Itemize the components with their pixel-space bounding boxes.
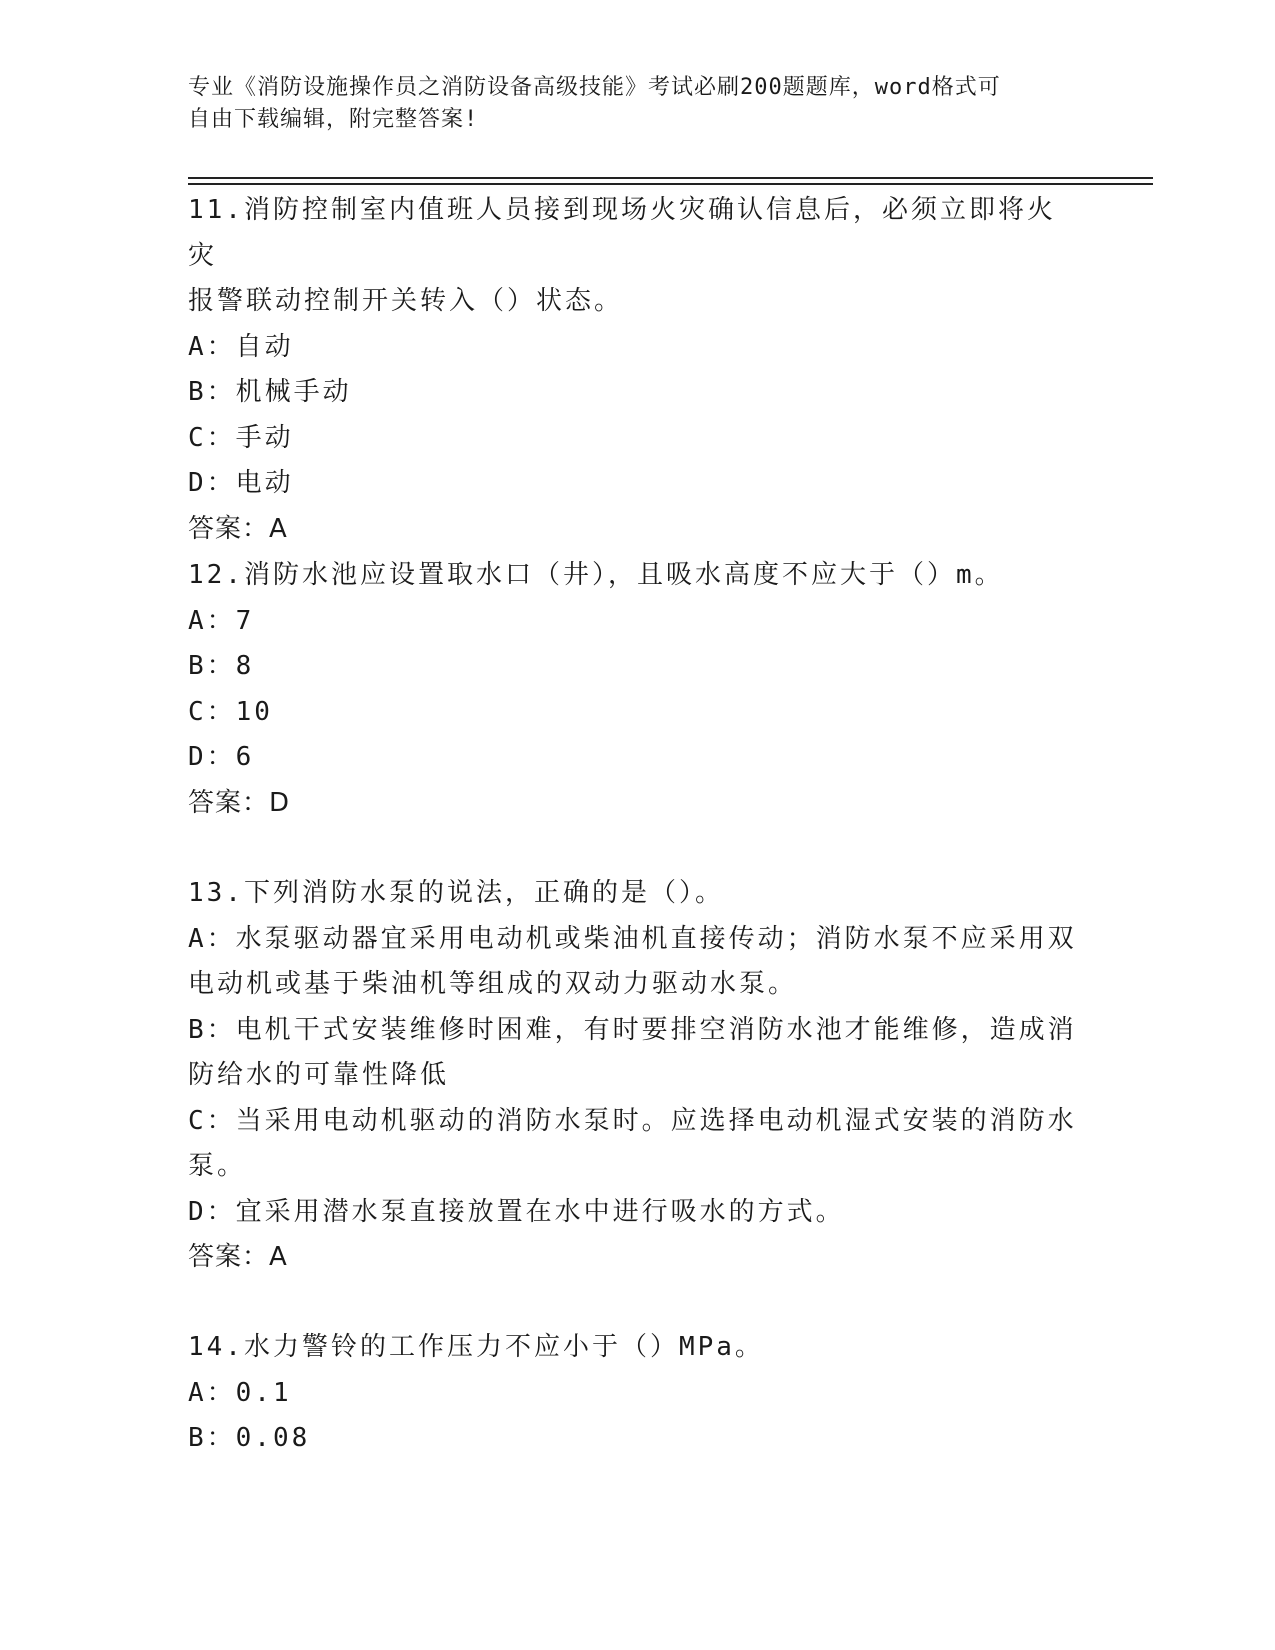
option-b: B：机械手动 [188, 377, 352, 407]
header-divider-top [188, 177, 1153, 179]
question-12 [188, 553, 1078, 826]
option-a: A：自动 [188, 331, 294, 362]
question-stem: 12.消防水池应设置取水口（井），且吸水高度不应大于（）m。 [188, 560, 1004, 590]
answer: 答案：A [188, 513, 288, 544]
question-13 [188, 871, 1078, 1281]
answer: 答案：A [188, 1242, 288, 1272]
option-b-continued: 防给水的可靠性降低 [188, 1060, 450, 1090]
header-line-2: 自由下载编辑，附完整答案! [188, 107, 479, 132]
question-stem: 11.消防控制室内值班人员接到现场火灾确认信息后，必须立即将火灾 [188, 195, 1056, 271]
option-c: C：10 [188, 696, 273, 727]
option-a: A：水泵驱动器宜采用电动机或柴油机直接传动；消防水泵不应采用双 [188, 923, 1077, 954]
option-a-continued: 电动机或基于柴油机等组成的双动力驱动水泵。 [188, 969, 798, 999]
document-header [188, 72, 1068, 136]
header-line-1: 专业《消防设施操作员之消防设备高级技能》考试必刷200题题库，word格式可 [188, 75, 1001, 100]
question-11 [188, 188, 1078, 552]
option-c: C：手动 [188, 422, 294, 453]
option-c-continued: 泵。 [188, 1151, 247, 1181]
option-b: B：8 [188, 651, 255, 681]
option-c: C：当采用电动机驱动的消防水泵时。应选择电动机湿式安装的消防水 [188, 1105, 1077, 1136]
option-d: D：6 [188, 742, 255, 772]
option-d: D：电动 [188, 468, 294, 498]
option-b: B：电机干式安装维修时困难，有时要排空消防水池才能维修，造成消 [188, 1014, 1077, 1045]
question-stem: 14.水力警铃的工作压力不应小于（）MPa。 [188, 1332, 764, 1362]
option-a: A：7 [188, 605, 255, 636]
option-a: A：0.1 [188, 1377, 292, 1408]
question-stem-continued: 报警联动控制开关转入（）状态。 [188, 286, 624, 316]
header-divider-bottom [188, 183, 1153, 185]
answer: 答案：D [188, 787, 291, 818]
option-d: D：宜采用潜水泵直接放置在水中进行吸水的方式。 [188, 1196, 845, 1227]
option-b: B：0.08 [188, 1423, 311, 1453]
question-14 [188, 1325, 1078, 1462]
question-stem: 13.下列消防水泵的说法，正确的是（）。 [188, 878, 724, 908]
